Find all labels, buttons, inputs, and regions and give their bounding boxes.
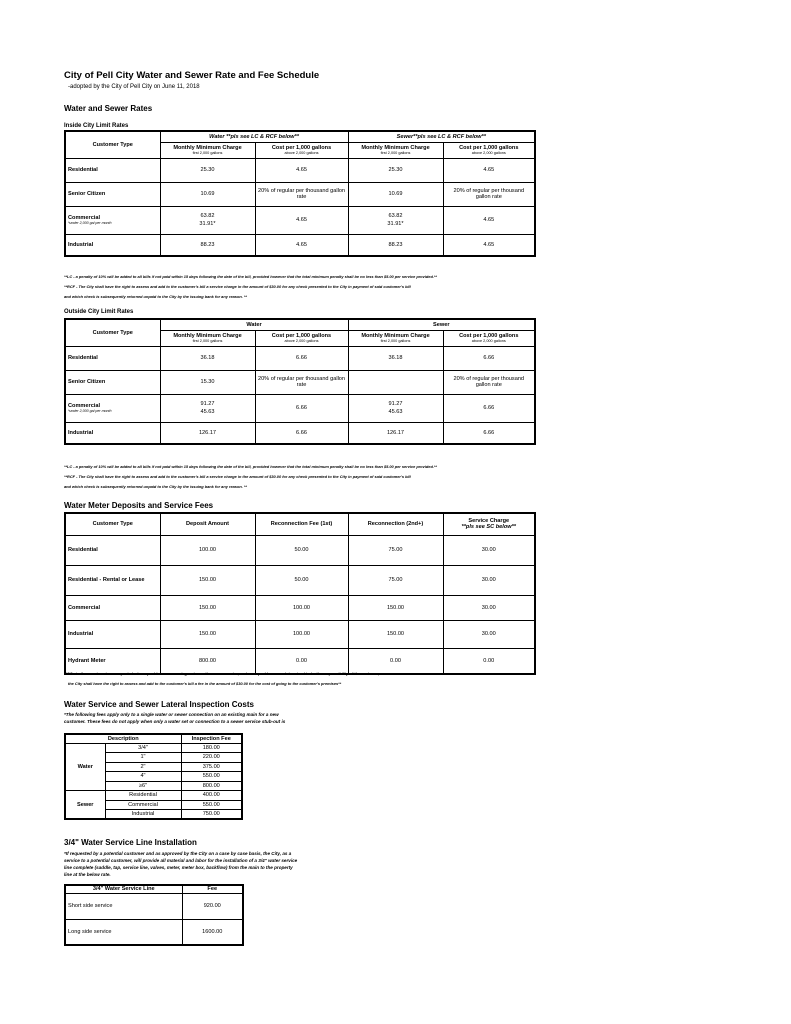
sewer-cost-cell: 6.66: [443, 422, 535, 444]
water-min-cell: 88.23: [160, 234, 255, 256]
row-type: Industrial: [65, 234, 160, 256]
outside-rates-table: [64, 318, 536, 445]
note-rcf-1: **RCF - The City shall have the right to assess and add to the customer's bill a service charge in the amount of $30.00 for any check presented to the City in payment of said customer's bill: [64, 284, 411, 289]
service-cell: 30.00: [443, 620, 535, 648]
recon2-cell: 0.00: [348, 648, 443, 674]
col-water-cost: Cost per 1,000 gallons above 2,000 gallons: [255, 330, 348, 346]
col-fee: Fee: [182, 885, 243, 893]
recon2-cell: 150.00: [348, 620, 443, 648]
fee-cell: 1600.00: [182, 919, 243, 945]
recon1-cell: 50.00: [255, 565, 348, 595]
table-row: [65, 893, 243, 919]
water-min-cell: 63.82 31.91*: [160, 206, 255, 234]
fee-cell: 400.00: [181, 791, 242, 801]
fee-cell: 550.00: [181, 772, 242, 782]
row-type: Senior Citizen: [65, 182, 160, 206]
recon1-cell: 100.00: [255, 620, 348, 648]
note-rcf-1-outside: **RCF - The City shall have the right to assess and add to the customer's bill a service charge in the amount of $30.00 for any check presented to the City in payment of said customer's bill: [64, 474, 411, 479]
sewer-cost-cell: 6.66: [443, 346, 535, 370]
table-row: [65, 370, 535, 394]
fee-cell: 750.00: [181, 810, 242, 820]
fee-cell: 550.00: [181, 800, 242, 810]
water-min-cell: 91.27 45.63: [160, 394, 255, 422]
service-cell: 30.00: [443, 535, 535, 565]
fee-cell: 220.00: [181, 753, 242, 763]
col-water-min: Monthly Minimum Charge first 2,000 gallons: [160, 330, 255, 346]
service-label-cell: Short side service: [65, 893, 182, 919]
col-service-line: 3/4" Water Service Line: [65, 885, 182, 893]
col-recon-2: Reconnection (2nd+): [348, 513, 443, 535]
service-label-cell: Long side service: [65, 919, 182, 945]
sewer-min-cell: [348, 370, 443, 394]
deposit-cell: 800.00: [160, 648, 255, 674]
service-cell: 0.00: [443, 648, 535, 674]
col-water-cost: Cost per 1,000 gallons above 2,000 gallons: [255, 142, 348, 158]
service-line-intro-2: service to a potential customer, will provide all material and labor for the installation of a 3/4" water service: [64, 858, 298, 863]
table-row: [65, 234, 535, 256]
row-type: Senior Citizen: [65, 370, 160, 394]
inspection-intro-2: customer. These fees do not apply when only a water set or connection to a sewer service stub-out is: [64, 719, 286, 724]
recon1-cell: 100.00: [255, 595, 348, 620]
table-row: [65, 158, 535, 182]
size-cell: ≥6": [105, 781, 181, 791]
sewer-cost-cell: 6.66: [443, 394, 535, 422]
row-type: Commercial *under 2,000 gal per month: [65, 394, 160, 422]
table-row: [65, 620, 535, 648]
deposit-cell: 150.00: [160, 620, 255, 648]
water-cost-cell: 4.65: [255, 158, 348, 182]
fee-cell: 920.00: [182, 893, 243, 919]
water-min-cell: 25.30: [160, 158, 255, 182]
row-type: Commercial *under 2,000 gal per month: [65, 206, 160, 234]
inspection-heading: Water Service and Sewer Lateral Inspection Costs: [64, 700, 254, 709]
sewer-min-cell: 10.69: [348, 182, 443, 206]
col-service-charge: Service Charge **pls see SC below**: [443, 513, 535, 535]
sewer-min-cell: 126.17: [348, 422, 443, 444]
table-row: [65, 595, 535, 620]
recon1-cell: 50.00: [255, 535, 348, 565]
row-type: Commercial: [65, 595, 160, 620]
size-cell: Industrial: [105, 810, 181, 820]
inspection-table: [64, 733, 243, 820]
recon2-cell: 150.00: [348, 595, 443, 620]
col-customer-type: Customer Type: [65, 131, 160, 158]
sewer-cost-cell: 4.65: [443, 234, 535, 256]
row-type: Hydrant Meter: [65, 648, 160, 674]
sewer-cost-cell: 20% of regular per thousand gallon rate: [443, 182, 535, 206]
deposits-table: [64, 512, 536, 675]
water-cost-cell: 4.65: [255, 234, 348, 256]
table-row: [65, 791, 242, 801]
row-type: Industrial: [65, 422, 160, 444]
water-cost-cell: 6.66: [255, 422, 348, 444]
sewer-cost-cell: 4.65: [443, 206, 535, 234]
group-sewer: Sewer: [348, 319, 535, 330]
size-cell: Residential: [105, 791, 181, 801]
water-min-cell: 15.30: [160, 370, 255, 394]
size-cell: Commercial: [105, 800, 181, 810]
water-min-cell: 10.69: [160, 182, 255, 206]
col-sewer-cost: Cost per 1,000 gallons above 2,000 gallons: [443, 142, 535, 158]
service-cell: 30.00: [443, 595, 535, 620]
table-row: [65, 394, 535, 422]
row-type: Residential: [65, 346, 160, 370]
sewer-cost-cell: 4.65: [443, 158, 535, 182]
col-inspection-fee: Inspection Fee: [181, 734, 242, 743]
sewer-cost-cell: 20% of regular per thousand gallon rate: [443, 370, 535, 394]
service-line-heading: 3/4" Water Service Line Installation: [64, 838, 197, 847]
row-type: Industrial: [65, 620, 160, 648]
note-sc-1: **SC - in the event customer reports leaks or problems concerning water and/or sewer service, and such problems are determined to be the responsibility of the customer,: [64, 671, 380, 676]
inspection-intro-1: *The following fees apply only to a single water or sewer connection on an existing main for a new: [64, 712, 279, 717]
service-line-intro-1: *If requested by a potential customer and as approved by the City on a case by case basis, the City, as a: [64, 851, 292, 856]
note-lc: **LC - a penalty of 10% will be added to all bills if not paid within 15 days following the date of the bill, provided however that the total minimum penalty shall be no less than $5.00 per service provided.**: [64, 274, 437, 279]
col-deposit: Deposit Amount: [160, 513, 255, 535]
size-cell: 3/4": [105, 743, 181, 753]
service-line-table: [64, 884, 244, 946]
deposit-cell: 150.00: [160, 565, 255, 595]
size-cell: 4": [105, 772, 181, 782]
col-description: Description: [65, 734, 181, 743]
outside-heading: Outside City Limit Rates: [64, 309, 134, 315]
table-row: [65, 422, 535, 444]
recon2-cell: 75.00: [348, 565, 443, 595]
note-sc-2: the City shall have the right to assess and add to the customer's bill a fee in the amount of $30.00 for the cost of going to the customer's premises**: [68, 681, 342, 686]
service-line-intro-3: line complete (saddle, tap, service line, valves, meter, meter box, backflow) from the main to the property: [64, 865, 293, 870]
page-subtitle: -adopted by the City of Pell City on June 11, 2018: [68, 84, 200, 90]
col-sewer-min: Monthly Minimum Charge first 2,000 gallons: [348, 330, 443, 346]
col-recon-1: Reconnection Fee (1st): [255, 513, 348, 535]
row-type: Residential: [65, 158, 160, 182]
sewer-min-cell: 63.82 31.91*: [348, 206, 443, 234]
water-group-label: Water: [65, 743, 105, 791]
water-cost-cell: 6.66: [255, 394, 348, 422]
note-lc-outside: **LC - a penalty of 10% will be added to all bills if not paid within 15 days following the date of the bill, provided however that the total minimum penalty shall be no less than $5.00 per service provided.**: [64, 464, 437, 469]
water-min-cell: 126.17: [160, 422, 255, 444]
group-water: Water **pls see LC & RCF below**: [160, 131, 348, 142]
size-cell: 2": [105, 762, 181, 772]
water-cost-cell: 20% of regular per thousand gallon rate: [255, 182, 348, 206]
table-row: [65, 743, 242, 753]
table-row: [65, 182, 535, 206]
recon2-cell: 75.00: [348, 535, 443, 565]
page-title: City of Pell City Water and Sewer Rate and Fee Schedule: [64, 70, 320, 81]
table-row: [65, 535, 535, 565]
inside-rates-table: [64, 130, 536, 257]
deposits-heading: Water Meter Deposits and Service Fees: [64, 501, 214, 510]
deposit-cell: 100.00: [160, 535, 255, 565]
col-sewer-min: Monthly Minimum Charge first 2,000 gallons: [348, 142, 443, 158]
col-customer-type: Customer Type: [65, 513, 160, 535]
service-line-intro-4: line at the below rate.: [64, 872, 111, 877]
rates-heading: Water and Sewer Rates: [64, 104, 153, 113]
water-cost-cell: 20% of regular per thousand gallon rate: [255, 370, 348, 394]
col-customer-type: Customer Type: [65, 319, 160, 346]
service-cell: 30.00: [443, 565, 535, 595]
table-row: [65, 565, 535, 595]
sewer-group-label: Sewer: [65, 791, 105, 820]
col-sewer-cost: Cost per 1,000 gallons above 2,000 gallons: [443, 330, 535, 346]
water-cost-cell: 6.66: [255, 346, 348, 370]
water-cost-cell: 4.65: [255, 206, 348, 234]
row-type: Residential - Rental or Lease: [65, 565, 160, 595]
sewer-min-cell: 91.27 45.63: [348, 394, 443, 422]
deposit-cell: 150.00: [160, 595, 255, 620]
table-row: [65, 206, 535, 234]
note-rcf-2-outside: and which check is subsequently returned unpaid to the City by the issuing bank for any reason. **: [64, 484, 247, 489]
note-rcf-2: and which check is subsequently returned unpaid to the City by the issuing bank for any reason. **: [64, 294, 247, 299]
water-min-cell: 36.18: [160, 346, 255, 370]
table-row: [65, 346, 535, 370]
size-cell: 1": [105, 753, 181, 763]
fee-cell: 375.00: [181, 762, 242, 772]
fee-cell: 800.00: [181, 781, 242, 791]
sewer-min-cell: 36.18: [348, 346, 443, 370]
group-water: Water: [160, 319, 348, 330]
recon1-cell: 0.00: [255, 648, 348, 674]
group-sewer: Sewer**pls see LC & RCF below**: [348, 131, 535, 142]
col-water-min: Monthly Minimum Charge first 2,000 gallons: [160, 142, 255, 158]
table-row: [65, 919, 243, 945]
fee-cell: 180.00: [181, 743, 242, 753]
row-type: Residential: [65, 535, 160, 565]
sewer-min-cell: 25.30: [348, 158, 443, 182]
sewer-min-cell: 88.23: [348, 234, 443, 256]
inside-heading: Inside City Limit Rates: [64, 123, 129, 129]
